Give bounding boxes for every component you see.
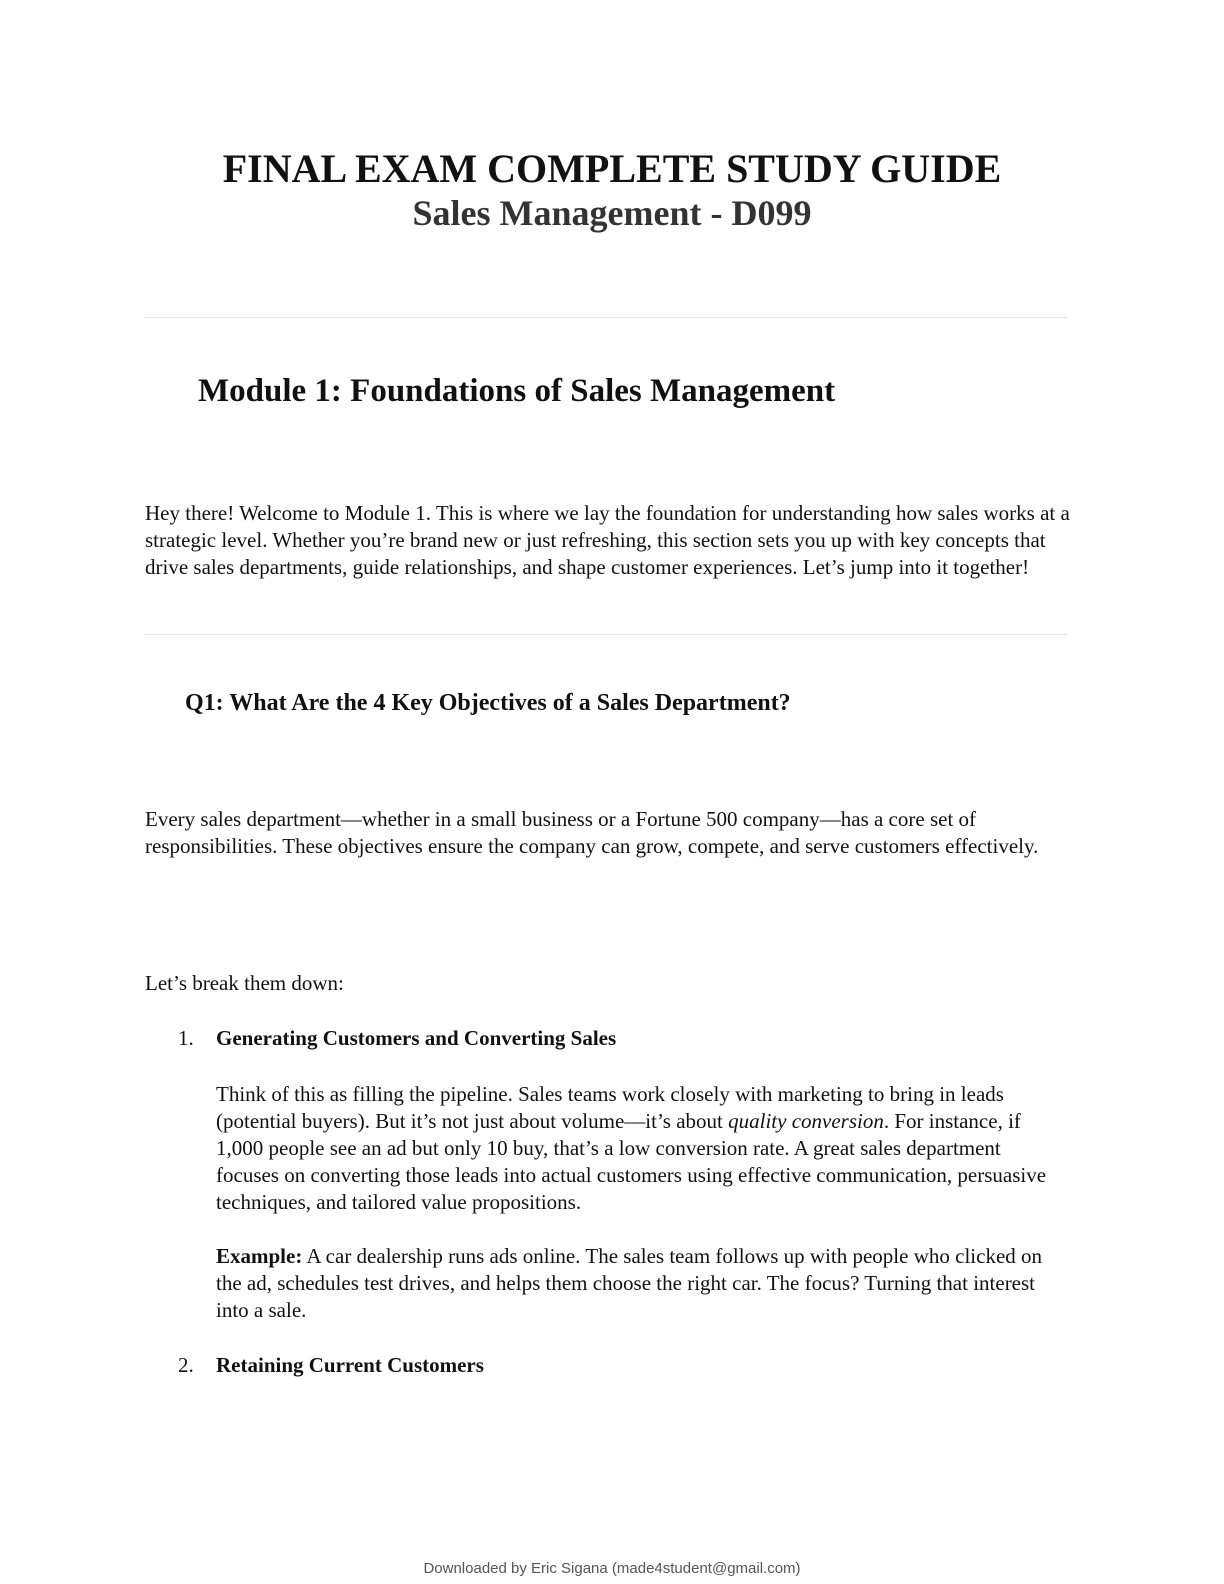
download-footer: Downloaded by Eric Sigana (made4student@gmail.com) [423,1560,801,1577]
horizontal-divider [145,317,1067,318]
document-title: FINAL EXAM COMPLETE STUDY GUIDE [222,146,1002,191]
list-item-body [216,1081,1056,1216]
example-label: Example: [216,1244,303,1268]
list-item-title: Generating Customers and Converting Sales [216,1026,617,1050]
module-heading: Module 1: Foundations of Sales Management [198,373,836,409]
emphasized-text: quality conversion [728,1109,884,1133]
question-heading: Q1: What Are the 4 Key Objectives of a Sales Department? [185,690,791,716]
body-text: Think of this as filling the pipeline. Sales teams work closely with marketing to bring in leads (potential buyers). But it’s not just about volume—it’s about [216,1082,1004,1133]
module-intro-paragraph: Hey there! Welcome to Module 1. This is where we lay the foundation for understanding how sales works at a strategic level. Whether you’re brand new or just refreshing, this section sets you up with key concepts that drive sales departments, guide relationships, and shape customer experiences. Let’s jump into it together! [145,501,1070,579]
example-paragraph [216,1243,1056,1324]
list-item-title: Retaining Current Customers [216,1353,484,1377]
document-subtitle: Sales Management - D099 [412,193,812,233]
list-item-number: 1. [178,1026,194,1050]
horizontal-divider [145,634,1067,635]
objectives-paragraph: Every sales department—whether in a small business or a Fortune 500 company—has a core set of responsibilities. These objectives ensure the company can grow, compete, and serve customers effectively. [145,807,1039,858]
lead-in-text: Let’s break them down: [145,971,344,995]
list-item-number: 2. [178,1353,194,1377]
body-text: . For instance, if 1,000 people see an ad but only 10 buy, that’s a low conversion rate. A great sales department focuses on converting those leads into actual customers using effective communication, persuasive techniques, and tailored value propositions. [216,1109,1047,1214]
example-text: A car dealership runs ads online. The sales team follows up with people who clicked on the ad, schedules test drives, and helps them choose the right car. The focus? Turning that interest into a sale. [216,1244,1043,1322]
